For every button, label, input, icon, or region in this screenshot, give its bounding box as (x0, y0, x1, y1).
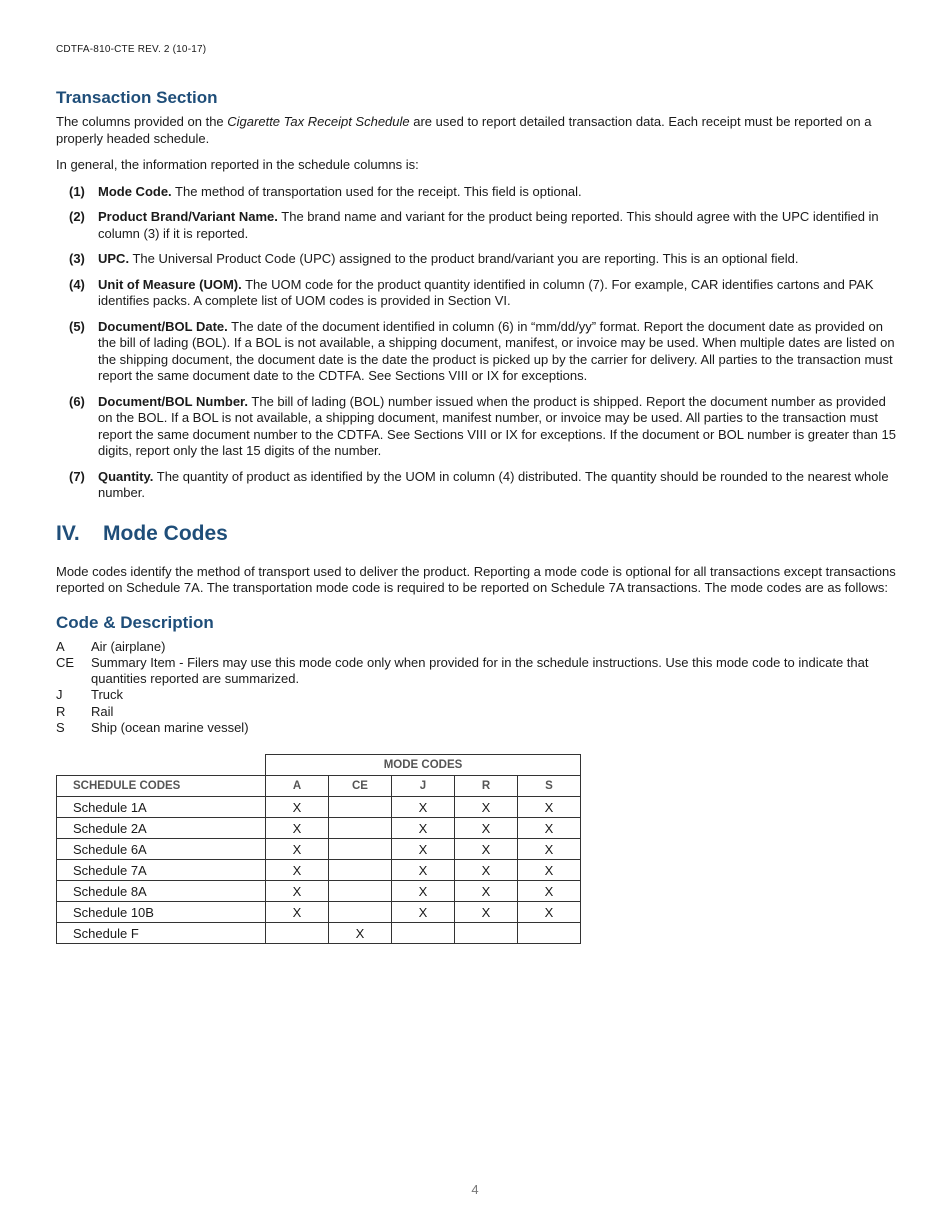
code-row (56, 639, 896, 655)
column-item (56, 209, 896, 242)
mode-description: Ship (ocean marine vessel) (91, 719, 249, 735)
mode-cell: X (455, 881, 518, 902)
item-number: (6) (69, 393, 85, 409)
mode-description: Truck (91, 687, 124, 703)
mode-code: R (56, 703, 66, 719)
table-row (57, 860, 581, 881)
mode-cell: X (455, 860, 518, 881)
mode-codes-group-header: MODE CODES (266, 755, 581, 776)
item-title: Mode Code. (98, 183, 172, 199)
mode-column-header: S (518, 776, 581, 797)
item-description: The brand name and variant for the product being reported. This should agree with the UPC identified in column (3) if it is reported. (98, 209, 879, 241)
mode-cell (329, 839, 392, 860)
item-text (98, 251, 896, 268)
item-number: (3) (69, 251, 85, 266)
mode-description: Summary Item - Filers may use this mode code only when provided for in the schedule instructions. Use this mode code to indicate that quantities reported are summarized. (91, 654, 869, 687)
transaction-general: In general, the information reported in the schedule columns is: (56, 157, 419, 172)
table-row (57, 818, 581, 839)
column-list (56, 184, 896, 502)
item-title: Document/BOL Number. (98, 393, 249, 409)
item-number: (7) (69, 468, 85, 484)
section-heading (56, 522, 896, 546)
mode-column-header: CE (329, 776, 392, 797)
item-title: Product Brand/Variant Name. (98, 209, 278, 224)
item-text (98, 319, 896, 385)
column-item (56, 319, 896, 385)
mode-cell: X (518, 818, 581, 839)
item-number: (5) (69, 318, 85, 334)
mode-cell: X (266, 839, 329, 860)
transaction-intro: The columns provided on the Cigarette Tax Receipt Schedule are used to report detailed transaction data. Each receipt must be reported on a properly headed schedule. (56, 114, 872, 146)
mode-codes-table (56, 754, 581, 944)
section-number: IV. (56, 521, 80, 545)
item-number: (2) (69, 209, 85, 224)
mode-codes-intro: Mode codes identify the method of transport used to deliver the product. Reporting a mode code is optional for all transactions except transactions reported on Schedule 7A. The transportation mode code is required to be reported on Schedule 7A transactions. The mode codes are as follows: (56, 563, 896, 595)
mode-column-header: J (392, 776, 455, 797)
mode-cell: X (392, 839, 455, 860)
mode-column-header: A (266, 776, 329, 797)
code-row (56, 720, 896, 736)
table-row (57, 923, 581, 944)
schedule-name: Schedule F (57, 923, 266, 944)
mode-cell: X (392, 797, 455, 818)
table-corner (57, 755, 266, 776)
item-text (98, 184, 896, 201)
column-item (56, 469, 896, 502)
mode-cell: X (266, 860, 329, 881)
item-description: The bill of lading (BOL) number issued when the product is shipped. Report the document number as provided on the BOL. If a BOL is not available, a shipping document, manifest number, or invoice may be used. All parties to the transaction must report the same document number to the CDTFA. See Sections VIII or IX for exceptions. If the document or BOL number is greater than 15 digits, report only the last 15 digits of the number. (98, 393, 896, 458)
column-item (56, 394, 896, 460)
schedule-name: Schedule 1A (57, 797, 266, 818)
mode-code: J (56, 687, 63, 703)
item-title: Document/BOL Date. (98, 318, 228, 334)
mode-cell: X (392, 860, 455, 881)
mode-cell: X (392, 902, 455, 923)
mode-cell (455, 923, 518, 944)
item-text (98, 394, 896, 460)
table-row (57, 881, 581, 902)
table-row (57, 797, 581, 818)
mode-code: S (56, 719, 65, 735)
mode-cell: X (518, 839, 581, 860)
code-row (56, 687, 896, 703)
mode-cell: X (392, 881, 455, 902)
column-item (56, 251, 896, 268)
schedule-name: Schedule 6A (57, 839, 266, 860)
section-title: Mode Codes (103, 521, 228, 545)
mode-cell (518, 923, 581, 944)
mode-cell (329, 902, 392, 923)
column-item (56, 277, 896, 310)
mode-cell (329, 797, 392, 818)
item-text (98, 469, 896, 502)
item-title: Unit of Measure (UOM). (98, 276, 242, 292)
mode-code: CE (56, 654, 75, 670)
mode-column-header: R (455, 776, 518, 797)
mode-cell: X (455, 818, 518, 839)
item-title: Quantity. (98, 468, 154, 484)
schedule-name: Schedule 8A (57, 881, 266, 902)
mode-cell: X (455, 902, 518, 923)
mode-cell: X (392, 818, 455, 839)
mode-cell (329, 818, 392, 839)
mode-cell (329, 860, 392, 881)
mode-cell (392, 923, 455, 944)
code-description-heading: Code & Description (56, 612, 214, 632)
mode-cell: X (518, 881, 581, 902)
mode-cell (329, 881, 392, 902)
mode-cell: X (455, 839, 518, 860)
item-description: The date of the document identified in column (6) in “mm/dd/yy” format. Report the document date as provided on the bill of lading (BOL). If a BOL is not available, a shipping document, manifest, or invoice may be used. When multiple dates are listed on the shipping document, the document date is the date the product is picked up by the carrier for delivery. All parties to the transaction must report the same document date to the CDTFA. See Sections VIII or IX for exceptions. (98, 318, 895, 383)
schedule-codes-header: SCHEDULE CODES (57, 776, 266, 797)
mode-cell: X (329, 923, 392, 944)
table-row (57, 839, 581, 860)
page-content (56, 88, 896, 944)
item-description: The UOM code for the product quantity identified in column (7). For example, CAR identifies cartons and PAK identifies packs. A complete list of UOM codes is provided in Section VI. (98, 276, 874, 308)
item-number: (1) (69, 183, 85, 199)
item-text (98, 277, 896, 310)
mode-cell: X (266, 818, 329, 839)
schedule-name: Schedule 7A (57, 860, 266, 881)
form-id: CDTFA-810-CTE REV. 2 (10-17) (56, 44, 207, 55)
mode-cell: X (266, 902, 329, 923)
schedule-name: Schedule 2A (57, 818, 266, 839)
page-number: 4 (471, 1182, 479, 1197)
mode-description: Air (airplane) (91, 638, 166, 654)
mode-description: Rail (91, 703, 114, 719)
mode-cell: X (455, 797, 518, 818)
item-description: The method of transportation used for the receipt. This field is optional. (171, 183, 582, 199)
item-text (98, 209, 896, 242)
schedule-name: Schedule 10B (57, 902, 266, 923)
mode-code: A (56, 638, 65, 654)
mode-cell: X (266, 881, 329, 902)
item-title: UPC. (98, 251, 130, 266)
mode-cell: X (518, 797, 581, 818)
code-row (56, 655, 896, 688)
item-number: (4) (69, 276, 85, 292)
mode-cell: X (518, 902, 581, 923)
item-description: The Universal Product Code (UPC) assigned to the product brand/variant you are reporting. This is an optional field. (129, 251, 799, 266)
table-row (57, 902, 581, 923)
item-description: The quantity of product as identified by the UOM in column (4) distributed. The quantity should be rounded to the nearest whole number. (98, 468, 889, 500)
transaction-heading: Transaction Section (56, 88, 218, 107)
code-list (56, 639, 896, 737)
mode-cell: X (518, 860, 581, 881)
column-item (56, 184, 896, 201)
mode-cell (266, 923, 329, 944)
mode-cell: X (266, 797, 329, 818)
code-row (56, 704, 896, 720)
